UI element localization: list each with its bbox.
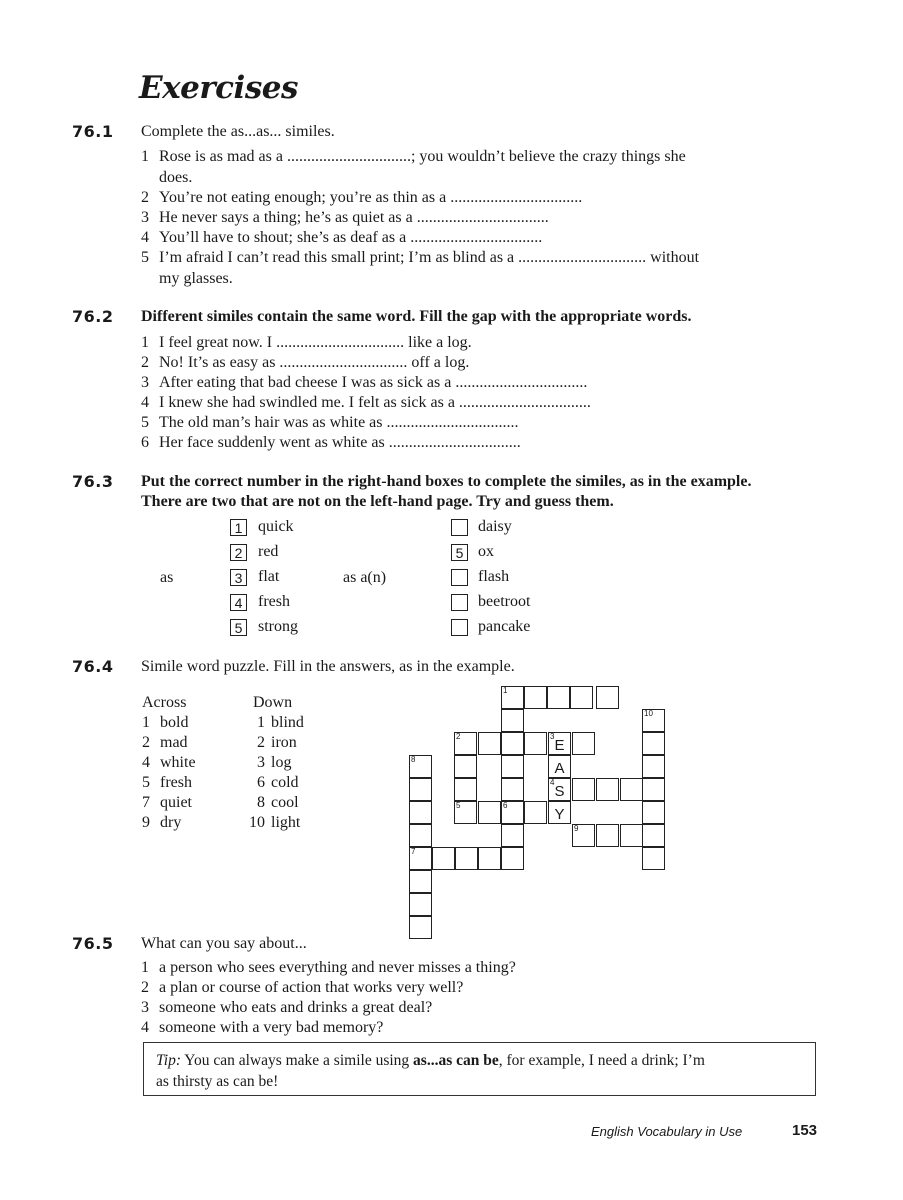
- number-box: 1: [230, 519, 247, 536]
- number-box: 3: [230, 569, 247, 586]
- crossword-cell[interactable]: [501, 686, 524, 709]
- list-item: 6 Her face suddenly went as white as .................................: [141, 434, 521, 451]
- crossword-letter: S: [554, 783, 565, 800]
- crossword-cell[interactable]: [455, 847, 478, 870]
- crossword-cell[interactable]: [478, 801, 501, 824]
- clue-down: 10 light: [249, 814, 301, 831]
- crossword-cell[interactable]: [642, 755, 665, 778]
- crossword-cell[interactable]: [501, 778, 524, 801]
- page-number: 153: [792, 1122, 818, 1139]
- simile-word: red: [258, 543, 279, 560]
- number-box: 4: [230, 594, 247, 611]
- crossword-cell[interactable]: [409, 893, 432, 916]
- clue-across: 5 fresh: [142, 774, 192, 791]
- crossword-cell[interactable]: [596, 778, 619, 801]
- answer-box[interactable]: 5: [451, 544, 468, 561]
- crossword-cell[interactable]: [454, 801, 477, 824]
- crossword-clue-number: 3: [550, 732, 555, 741]
- crossword-cell[interactable]: [524, 686, 547, 709]
- crossword-cell[interactable]: [501, 709, 524, 732]
- exercise-number: 76.4: [72, 657, 114, 676]
- crossword-cell[interactable]: [642, 824, 665, 847]
- crossword-clue-number: 4: [550, 778, 555, 787]
- crossword-letter: A: [554, 760, 565, 777]
- list-item: 3 After eating that bad cheese I was as sick as a .................................: [141, 374, 588, 391]
- simile-word: ox: [478, 543, 494, 560]
- exercise-number: 76.1: [72, 122, 114, 141]
- list-item: 2 You’re not eating enough; you’re as thin as a .................................: [141, 189, 583, 206]
- crossword-cell[interactable]: [572, 824, 595, 847]
- list-item-continuation: does.: [159, 169, 193, 186]
- simile-word: daisy: [478, 518, 512, 535]
- simile-word: fresh: [258, 593, 290, 610]
- crossword-cell[interactable]: [501, 801, 524, 824]
- list-item: 3 someone who eats and drinks a great deal?: [141, 999, 433, 1016]
- answer-box[interactable]: [451, 594, 468, 611]
- crossword-cell[interactable]: [409, 824, 432, 847]
- number-box: 2: [230, 544, 247, 561]
- crossword-cell[interactable]: [642, 847, 665, 870]
- tip-highlight: as...as can be: [413, 1052, 499, 1069]
- exercise-number: 76.2: [72, 307, 114, 326]
- list-item: 1 Rose is as mad as a ...............................; you wouldn’t believe the crazy things she: [141, 148, 686, 165]
- clue-across: 4 white: [142, 754, 196, 771]
- crossword-clue-number: 2: [456, 732, 461, 741]
- crossword-cell[interactable]: [501, 732, 524, 755]
- page-title: Exercises: [139, 70, 298, 106]
- simile-word: flat: [258, 568, 280, 585]
- crossword-cell[interactable]: [409, 755, 432, 778]
- list-item: 4 You’ll have to shout; she’s as deaf as a .................................: [141, 229, 543, 246]
- crossword-cell[interactable]: [524, 732, 547, 755]
- answer-box[interactable]: [451, 569, 468, 586]
- simile-word: pancake: [478, 618, 531, 635]
- crossword-cell[interactable]: [409, 916, 432, 939]
- simile-word: strong: [258, 618, 298, 635]
- crossword-clue-number: 1: [503, 686, 508, 695]
- down-heading: Down: [253, 694, 293, 711]
- exercise-instruction: Put the correct number in the right-hand boxes to complete the similes, as in the example.: [141, 473, 752, 490]
- crossword-cell[interactable]: [548, 732, 571, 755]
- clue-across: 7 quiet: [142, 794, 192, 811]
- crossword-clue-number: 8: [411, 755, 416, 764]
- clue-across: 9 dry: [142, 814, 182, 831]
- crossword-cell[interactable]: [501, 824, 524, 847]
- crossword-clue-number: 9: [574, 824, 579, 833]
- simile-word: beetroot: [478, 593, 531, 610]
- number-box: 5: [230, 619, 247, 636]
- crossword-cell[interactable]: [548, 801, 571, 824]
- crossword-cell[interactable]: [409, 870, 432, 893]
- crossword-cell[interactable]: [596, 824, 619, 847]
- crossword-cell[interactable]: [409, 801, 432, 824]
- crossword-letter: E: [554, 737, 565, 754]
- crossword-cell[interactable]: [501, 755, 524, 778]
- crossword-cell[interactable]: [501, 847, 524, 870]
- tip-label: Tip:: [156, 1052, 181, 1069]
- crossword-cell[interactable]: [572, 732, 595, 755]
- crossword-cell[interactable]: [642, 709, 665, 732]
- list-item: 5 I’m afraid I can’t read this small print; I’m as blind as a ................................ without: [141, 249, 700, 266]
- across-heading: Across: [142, 694, 187, 711]
- book-title: English Vocabulary in Use: [591, 1124, 743, 1139]
- crossword-letter: Y: [554, 806, 565, 823]
- clue-down: 2 iron: [257, 734, 297, 751]
- crossword-clue-number: 5: [456, 801, 461, 810]
- exercise-instruction: What can you say about...: [141, 935, 307, 952]
- crossword-clue-number: 10: [644, 709, 653, 718]
- crossword-cell[interactable]: [620, 824, 643, 847]
- crossword-cell[interactable]: [409, 847, 432, 870]
- tip-text: , for example, I need a drink; I’m: [498, 1052, 705, 1069]
- crossword-cell[interactable]: [478, 732, 501, 755]
- exercise-instruction: Complete the as...as... similes.: [141, 123, 335, 140]
- tip-box: [143, 1042, 816, 1096]
- clue-down: 6 cold: [257, 774, 299, 791]
- as-an-label: as a(n): [343, 569, 387, 586]
- list-item: 4 I knew she had swindled me. I felt as sick as a .................................: [141, 394, 591, 411]
- list-item: 1 a person who sees everything and never misses a thing?: [141, 959, 516, 976]
- crossword-cell[interactable]: [572, 778, 595, 801]
- crossword-cell[interactable]: [596, 686, 619, 709]
- simile-word: flash: [478, 568, 510, 585]
- crossword-cell[interactable]: [548, 755, 571, 778]
- list-item: 2 a plan or course of action that works very well?: [141, 979, 464, 996]
- answer-box[interactable]: [451, 519, 468, 536]
- tip-text: You can always make a simile using: [184, 1052, 410, 1069]
- crossword-cell[interactable]: [454, 732, 477, 755]
- simile-word: quick: [258, 518, 294, 535]
- exercise-instruction: Simile word puzzle. Fill in the answers, as in the example.: [141, 658, 515, 675]
- as-label: as: [160, 569, 174, 586]
- list-item: 2 No! It’s as easy as ................................ off a log.: [141, 354, 470, 371]
- list-item-continuation: my glasses.: [159, 270, 233, 287]
- clue-across: 1 bold: [142, 714, 189, 731]
- clue-down: 3 log: [257, 754, 292, 771]
- crossword-cell[interactable]: [454, 778, 477, 801]
- list-item: 4 someone with a very bad memory?: [141, 1019, 384, 1036]
- clue-down: 1 blind: [257, 714, 304, 731]
- crossword-cell[interactable]: [478, 847, 501, 870]
- crossword-cell[interactable]: [570, 686, 593, 709]
- exercise-instruction: Different similes contain the same word. Fill the gap with the appropriate words.: [141, 308, 692, 325]
- crossword-cell[interactable]: [642, 732, 665, 755]
- crossword-cell[interactable]: [548, 778, 571, 801]
- crossword-clue-number: 6: [503, 801, 508, 810]
- crossword-cell[interactable]: [642, 801, 665, 824]
- tip-text: as thirsty as can be!: [156, 1073, 279, 1090]
- crossword-cell[interactable]: [620, 778, 643, 801]
- list-item: 1 I feel great now. I ................................ like a log.: [141, 334, 472, 351]
- crossword-cell[interactable]: [454, 755, 477, 778]
- clue-across: 2 mad: [142, 734, 188, 751]
- clue-down: 8 cool: [257, 794, 299, 811]
- crossword-clue-number: 7: [411, 847, 416, 856]
- exercise-number: 76.3: [72, 472, 114, 491]
- crossword-cell[interactable]: [432, 847, 455, 870]
- crossword-cell[interactable]: [547, 686, 570, 709]
- crossword-cell[interactable]: [642, 778, 665, 801]
- answer-box[interactable]: [451, 619, 468, 636]
- list-item: 3 He never says a thing; he’s as quiet as a .................................: [141, 209, 549, 226]
- exercise-number: 76.5: [72, 934, 114, 953]
- crossword-cell[interactable]: [409, 778, 432, 801]
- exercise-instruction: There are two that are not on the left-hand page. Try and guess them.: [141, 493, 614, 510]
- list-item: 5 The old man’s hair was as white as .................................: [141, 414, 519, 431]
- crossword-cell[interactable]: [524, 801, 547, 824]
